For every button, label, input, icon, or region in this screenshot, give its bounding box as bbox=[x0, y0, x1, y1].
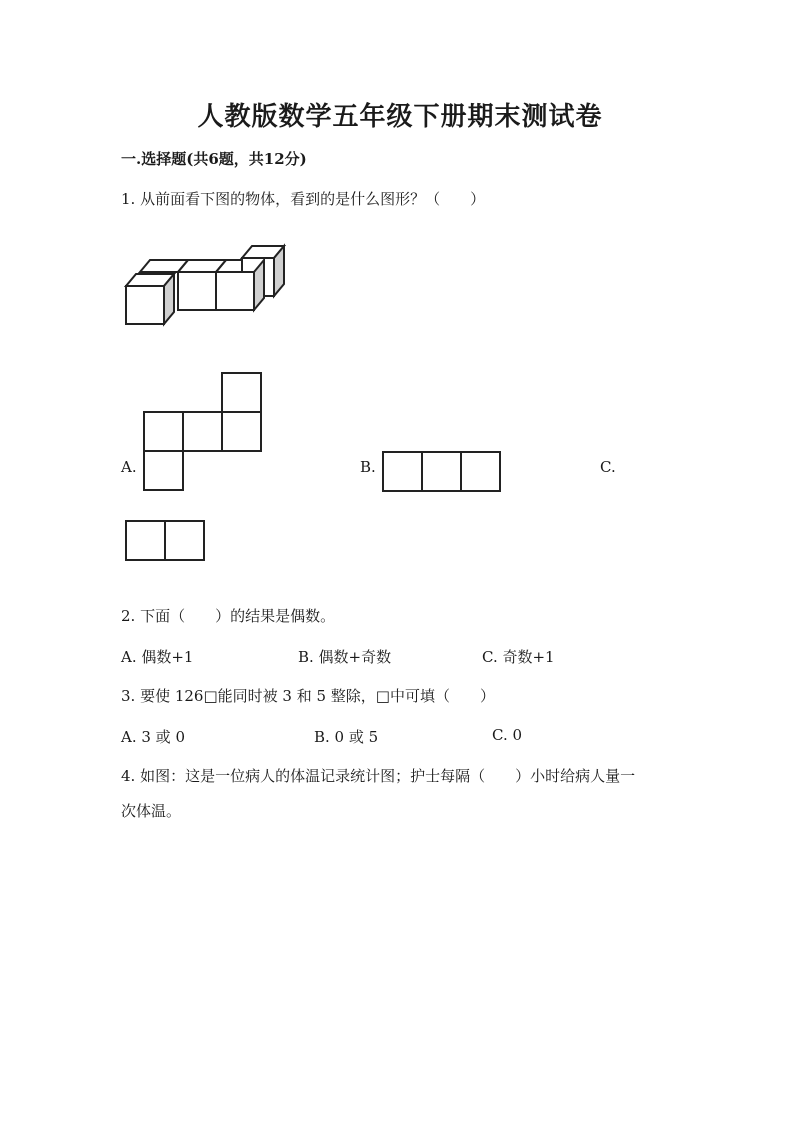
q3-option-b: B. 0 或 5 bbox=[314, 728, 379, 746]
q2-option-a: A. 偶数+1 bbox=[121, 648, 194, 666]
page-title: 人教版数学五年级下册期末测试卷 bbox=[197, 102, 603, 132]
q2-option-c: C. 奇数+1 bbox=[482, 648, 555, 666]
q1-option-a-figure bbox=[142, 372, 264, 494]
q1-option-c-figure bbox=[125, 520, 207, 562]
q1-option-b-figure bbox=[382, 451, 502, 493]
question-4-text: 4. 如图：这是一位病人的体温记录统计图；护士每隔（ ）小时给病人量一 bbox=[121, 767, 636, 785]
q1-option-b-label: B. bbox=[360, 458, 376, 476]
cube-3d-figure bbox=[120, 240, 290, 335]
question-4-text-continued: 次体温。 bbox=[121, 802, 182, 820]
q1-option-c-label: C. bbox=[600, 458, 616, 476]
q3-option-a: A. 3 或 0 bbox=[121, 728, 185, 746]
question-2-text: 2. 下面（ ）的结果是偶数。 bbox=[121, 607, 336, 625]
q3-option-c: C. 0 bbox=[492, 726, 523, 744]
q2-option-b: B. 偶数+奇数 bbox=[298, 648, 392, 666]
question-3-text: 3. 要使 126□能同时被 3 和 5 整除，□中可填（ ） bbox=[121, 687, 495, 705]
question-1-text: 1. 从前面看下图的物体，看到的是什么图形？（ ） bbox=[121, 190, 486, 208]
q1-option-a-label: A. bbox=[121, 458, 137, 476]
section-heading: 一.选择题(共6题，共12分) bbox=[121, 150, 307, 168]
